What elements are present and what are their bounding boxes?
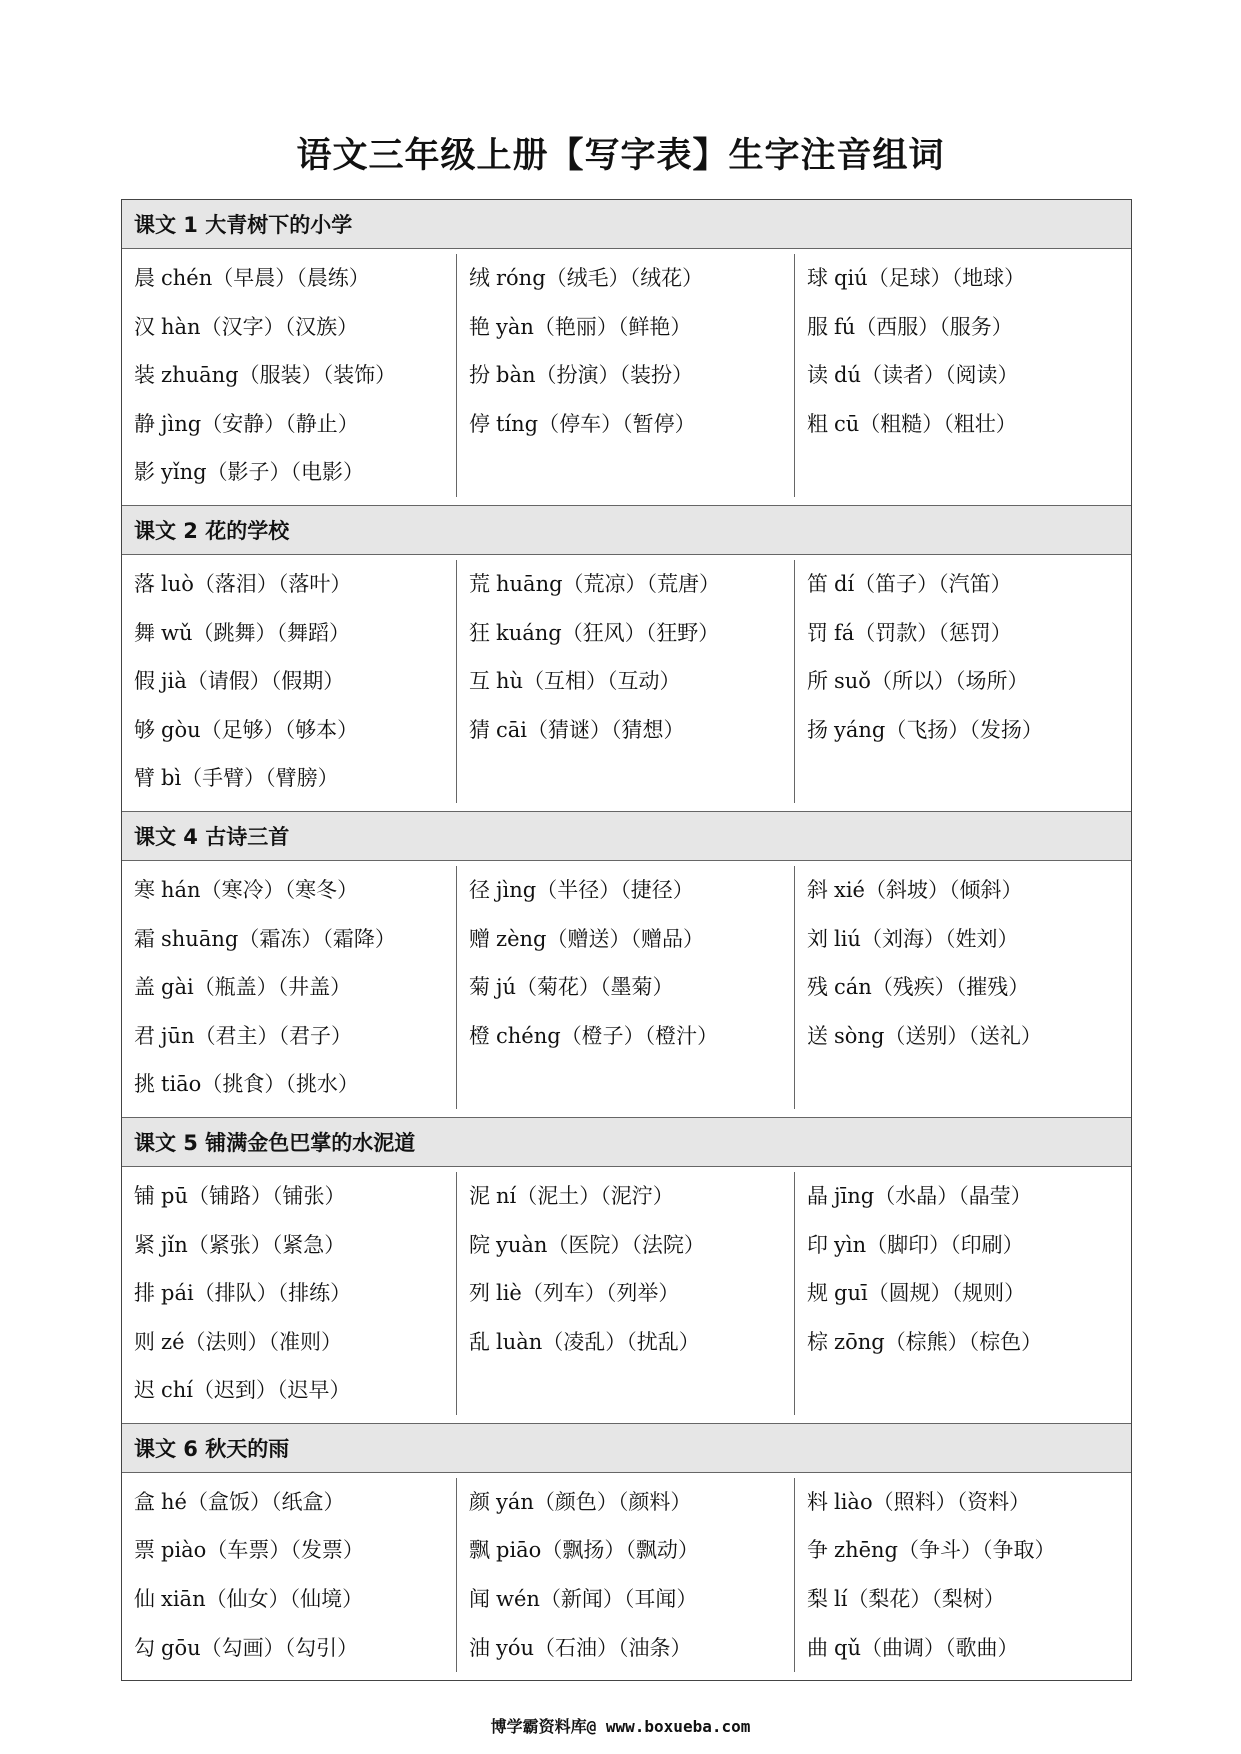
vocab-column (457, 866, 795, 1109)
vocab-character: 铺 (134, 1183, 155, 1208)
vocab-pinyin: jú (496, 975, 517, 1000)
vocab-words: （梨花）（梨树） (847, 1587, 1005, 1612)
vocab-character: 猜 (469, 717, 490, 742)
vocab-entry (807, 1575, 1131, 1624)
vocab-character: 晨 (134, 266, 155, 290)
vocab-character: 径 (469, 877, 490, 902)
vocab-character: 挑 (134, 1072, 155, 1097)
vocab-entry (807, 1172, 1131, 1221)
vocab-character: 橙 (469, 1023, 490, 1048)
vocab-pinyin: fá (834, 620, 855, 645)
vocab-pinyin: luò (161, 571, 194, 596)
vocab-character: 粗 (807, 411, 828, 436)
vocab-entry (134, 303, 456, 352)
vocab-pinyin: róng (496, 266, 546, 290)
vocab-words: （紧张）（紧急） (187, 1232, 346, 1257)
vocab-words: （粗糙）（粗壮） (859, 411, 1017, 436)
vocab-words: （勾画）（勾引） (200, 1635, 359, 1660)
vocab-entry (134, 1478, 456, 1527)
vocab-entry (134, 963, 456, 1012)
vocab-entry (134, 866, 456, 915)
vocab-words: （新闻）（耳闻） (539, 1587, 698, 1612)
vocab-words: （停车）（暂停） (538, 411, 696, 436)
vocab-entry (469, 1478, 794, 1527)
vocab-pinyin: jūn (161, 1023, 195, 1048)
vocab-pinyin: piāo (496, 1538, 542, 1563)
vocab-entry (807, 254, 1131, 303)
vocab-character: 泥 (469, 1183, 490, 1208)
vocab-character: 院 (469, 1232, 490, 1257)
vocab-words: （艳丽）（鲜艳） (533, 314, 692, 339)
vocab-pinyin: yìn (834, 1232, 867, 1257)
vocab-entry (807, 1624, 1131, 1673)
vocab-entry (807, 560, 1131, 609)
vocab-character: 飘 (469, 1538, 490, 1563)
vocab-character: 霜 (134, 926, 155, 951)
vocab-pinyin: yuàn (496, 1232, 548, 1257)
vocab-entry (134, 657, 456, 706)
lesson-section (122, 812, 1131, 1118)
vocab-entry (469, 303, 794, 352)
vocab-words: （医院）（法院） (547, 1232, 705, 1257)
vocab-character: 盖 (134, 975, 155, 1000)
vocab-entry (807, 609, 1131, 658)
lesson-section (122, 200, 1131, 506)
vocab-entry (469, 1221, 794, 1270)
vocab-character: 艳 (469, 314, 490, 339)
vocab-pinyin: cāi (496, 717, 527, 742)
vocab-words: （圆规）（规则） (867, 1281, 1026, 1306)
vocab-pinyin: dí (834, 571, 855, 596)
vocab-entry (807, 1526, 1131, 1575)
vocab-pinyin: chén (161, 266, 213, 290)
vocab-character: 荒 (469, 571, 490, 596)
vocab-pinyin: zhuāng (161, 363, 239, 388)
vocab-words: （争斗）（争取） (897, 1538, 1056, 1563)
vocab-character: 紧 (134, 1232, 155, 1257)
vocab-character: 排 (134, 1281, 155, 1306)
vocab-column (795, 254, 1131, 497)
vocab-words: （扮演）（装扮） (535, 363, 693, 388)
vocab-entry (469, 1269, 794, 1318)
vocab-words: （列车）（列举） (521, 1281, 680, 1306)
vocab-character: 笛 (807, 571, 828, 596)
vocab-words: （照料）（资料） (872, 1489, 1031, 1514)
vocab-words: （迟到）（迟早） (193, 1378, 351, 1403)
vocab-column (122, 254, 457, 497)
vocab-pinyin: suǒ (834, 669, 871, 694)
vocab-words: （影子）（电影） (206, 460, 365, 485)
vocab-entry (807, 1269, 1131, 1318)
vocab-words: （读者）（阅读） (860, 363, 1019, 388)
vocab-entry (134, 351, 456, 400)
vocab-entry (807, 351, 1131, 400)
vocab-character: 所 (807, 669, 828, 694)
vocab-character: 扬 (807, 717, 828, 742)
vocab-entry (469, 866, 794, 915)
vocab-words: （石油）（油条） (534, 1635, 692, 1660)
lesson-body (122, 1473, 1131, 1680)
vocab-pinyin: guī (834, 1281, 868, 1306)
lesson-header: 课文 2 花的学校 (122, 506, 1131, 555)
vocab-pinyin: hàn (161, 314, 201, 339)
footer-watermark: 博学霸资料库@ www.boxueba.com (490, 1717, 751, 1736)
vocab-pinyin: jǐn (161, 1232, 188, 1257)
vocab-words: （早晨）（晨练） (212, 266, 370, 290)
vocab-entry (807, 866, 1131, 915)
vocab-pinyin: shuāng (161, 926, 239, 951)
vocab-entry (134, 1012, 456, 1061)
vocab-entry (807, 657, 1131, 706)
vocab-pinyin: huāng (496, 571, 563, 596)
vocab-words: （瓶盖）（井盖） (193, 975, 352, 1000)
vocab-character: 汉 (134, 314, 155, 339)
vocab-entry (134, 1269, 456, 1318)
vocab-entry (469, 1318, 794, 1367)
vocab-character: 列 (469, 1281, 490, 1306)
vocab-words: （仙女）（仙境） (205, 1587, 364, 1612)
vocab-words: （安静）（静止） (201, 411, 359, 436)
vocab-pinyin: yóu (496, 1635, 535, 1660)
vocab-words: （刘海）（姓刘） (860, 926, 1019, 951)
vocab-character: 罚 (807, 620, 828, 645)
vocab-entry (134, 1624, 456, 1673)
vocab-table (121, 199, 1132, 1681)
vocab-character: 晶 (807, 1183, 828, 1208)
vocab-character: 静 (134, 411, 155, 436)
vocab-character: 争 (807, 1538, 828, 1563)
vocab-entry (807, 303, 1131, 352)
vocab-pinyin: wén (496, 1587, 540, 1612)
vocab-words: （脚印）（印刷） (866, 1232, 1024, 1257)
vocab-character: 闻 (469, 1587, 490, 1612)
vocab-pinyin: luàn (496, 1329, 543, 1354)
vocab-words: （颜色）（颜料） (533, 1489, 692, 1514)
vocab-character: 舞 (134, 620, 155, 645)
vocab-words: （跳舞）（舞蹈） (192, 620, 350, 645)
vocab-entry (469, 1624, 794, 1673)
vocab-character: 盒 (134, 1489, 155, 1514)
vocab-entry (469, 1526, 794, 1575)
vocab-character: 刘 (807, 926, 828, 951)
vocab-character: 停 (469, 411, 490, 436)
vocab-words: （西服）（服务） (855, 314, 1013, 339)
vocab-entry (134, 448, 456, 497)
vocab-words: （橙子）（橙汁） (560, 1023, 719, 1048)
vocab-entry (807, 1478, 1131, 1527)
vocab-pinyin: zèng (496, 926, 547, 951)
vocab-words: （车票）（发票） (206, 1538, 364, 1563)
vocab-pinyin: bì (161, 766, 182, 791)
vocab-pinyin: hé (161, 1489, 187, 1514)
vocab-pinyin: kuáng (496, 620, 562, 645)
vocab-entry (807, 963, 1131, 1012)
vocab-words: （法则）（准则） (184, 1329, 342, 1354)
vocab-character: 互 (469, 669, 490, 694)
vocab-entry (469, 1012, 794, 1061)
vocab-pinyin: liè (496, 1281, 522, 1306)
vocab-entry (134, 1366, 456, 1415)
vocab-column (122, 560, 457, 803)
vocab-words: （棕熊）（棕色） (884, 1329, 1043, 1354)
vocab-entry (807, 400, 1131, 449)
vocab-character: 残 (807, 975, 828, 1000)
vocab-pinyin: zōng (834, 1329, 885, 1354)
vocab-column (122, 1172, 457, 1415)
vocab-pinyin: chéng (496, 1023, 561, 1048)
vocab-character: 扮 (469, 363, 490, 388)
vocab-entry (134, 1575, 456, 1624)
vocab-pinyin: qǔ (834, 1635, 861, 1660)
vocab-pinyin: tiāo (161, 1072, 202, 1097)
vocab-character: 梨 (807, 1587, 828, 1612)
vocab-character: 乱 (469, 1329, 490, 1354)
vocab-character: 送 (807, 1023, 828, 1048)
vocab-pinyin: cū (834, 411, 860, 436)
vocab-pinyin: jīng (834, 1183, 875, 1208)
vocab-character: 棕 (807, 1329, 828, 1354)
vocab-character: 假 (134, 669, 155, 694)
vocab-character: 斜 (807, 877, 828, 902)
vocab-column (457, 254, 795, 497)
vocab-words: （铺路）（铺张） (187, 1183, 346, 1208)
vocab-character: 则 (134, 1329, 155, 1354)
vocab-words: （飘扬）（飘动） (541, 1538, 699, 1563)
vocab-column (457, 560, 795, 803)
vocab-character: 寒 (134, 877, 155, 902)
vocab-pinyin: xié (834, 877, 865, 902)
vocab-words: （曲调）（歌曲） (860, 1635, 1019, 1660)
vocab-entry (807, 1318, 1131, 1367)
vocab-character: 菊 (469, 975, 490, 1000)
lesson-header: 课文 6 秋天的雨 (122, 1424, 1131, 1473)
vocab-pinyin: yàn (496, 314, 534, 339)
vocab-pinyin: jià (161, 669, 187, 694)
vocab-entry (134, 1526, 456, 1575)
vocab-words: （所以）（场所） (870, 669, 1029, 694)
vocab-entry (469, 706, 794, 755)
vocab-pinyin: xiān (161, 1587, 206, 1612)
vocab-words: （罚款）（惩罚） (854, 620, 1012, 645)
vocab-words: （请假）（假期） (186, 669, 345, 694)
vocab-column (122, 1478, 457, 1672)
vocab-pinyin: yán (496, 1489, 534, 1514)
vocab-pinyin: cán (834, 975, 872, 1000)
vocab-entry (469, 657, 794, 706)
vocab-pinyin: sòng (834, 1023, 885, 1048)
vocab-character: 落 (134, 571, 155, 596)
lesson-body (122, 555, 1131, 812)
vocab-words: （挑食）（挑水） (201, 1072, 359, 1097)
lesson-body (122, 249, 1131, 506)
vocab-words: （凌乱）（扰乱） (542, 1329, 700, 1354)
vocab-entry (469, 609, 794, 658)
vocab-character: 勾 (134, 1635, 155, 1660)
vocab-words: （寒冷）（寒冬） (200, 877, 359, 902)
vocab-column (457, 1172, 795, 1415)
vocab-pinyin: liú (834, 926, 861, 951)
vocab-pinyin: gōu (161, 1635, 201, 1660)
vocab-entry (807, 706, 1131, 755)
vocab-entry (807, 1221, 1131, 1270)
vocab-words: （排队）（排练） (193, 1281, 352, 1306)
vocab-pinyin: liào (834, 1489, 873, 1514)
vocab-words: （足球）（地球） (867, 266, 1026, 290)
vocab-character: 狂 (469, 620, 490, 645)
vocab-words: （半径）（捷径） (536, 877, 694, 902)
vocab-words: （斜坡）（倾斜） (865, 877, 1023, 902)
vocab-pinyin: wǔ (161, 620, 193, 645)
vocab-pinyin: yǐng (161, 460, 207, 485)
vocab-pinyin: zhēng (834, 1538, 898, 1563)
vocab-words: （足够）（够本） (200, 717, 359, 742)
vocab-pinyin: pái (161, 1281, 194, 1306)
vocab-entry (469, 254, 794, 303)
vocab-entry (807, 915, 1131, 964)
vocab-entry (807, 1012, 1131, 1061)
vocab-entry (469, 963, 794, 1012)
vocab-character: 料 (807, 1489, 828, 1514)
vocab-character: 印 (807, 1232, 828, 1257)
lesson-section (122, 506, 1131, 812)
vocab-character: 服 (807, 314, 828, 339)
vocab-character: 读 (807, 363, 828, 388)
vocab-pinyin: qiú (834, 266, 868, 290)
vocab-pinyin: chí (161, 1378, 194, 1403)
vocab-entry (134, 754, 456, 803)
vocab-character: 规 (807, 1281, 828, 1306)
vocab-character: 装 (134, 363, 155, 388)
vocab-character: 油 (469, 1635, 490, 1660)
vocab-entry (469, 915, 794, 964)
vocab-entry (134, 609, 456, 658)
vocab-character: 够 (134, 717, 155, 742)
vocab-words: （汉字）（汉族） (200, 314, 359, 339)
vocab-character: 迟 (134, 1378, 155, 1403)
vocab-pinyin: jìng (496, 877, 537, 902)
vocab-words: （互相）（互动） (523, 669, 681, 694)
vocab-entry (134, 915, 456, 964)
vocab-words: （狂风）（狂野） (561, 620, 720, 645)
lesson-section (122, 1118, 1131, 1424)
vocab-pinyin: dú (834, 363, 861, 388)
vocab-character: 赠 (469, 926, 490, 951)
vocab-words: （残疾）（摧残） (871, 975, 1030, 1000)
lesson-header: 课文 5 铺满金色巴掌的水泥道 (122, 1118, 1131, 1167)
vocab-character: 球 (807, 266, 828, 290)
vocab-pinyin: gòu (161, 717, 201, 742)
vocab-character: 臂 (134, 766, 155, 791)
vocab-pinyin: bàn (496, 363, 536, 388)
vocab-column (795, 866, 1131, 1109)
vocab-words: （落泪）（落叶） (193, 571, 352, 596)
vocab-words: （猜谜）（猜想） (527, 717, 685, 742)
vocab-entry (469, 1575, 794, 1624)
vocab-words: （荒凉）（荒唐） (562, 571, 721, 596)
vocab-pinyin: jìng (161, 411, 202, 436)
vocab-entry (469, 560, 794, 609)
vocab-character: 绒 (469, 266, 490, 290)
vocab-words: （君主）（君子） (194, 1023, 353, 1048)
vocab-words: （霜冻）（霜降） (238, 926, 396, 951)
vocab-column (122, 866, 457, 1109)
vocab-character: 君 (134, 1023, 155, 1048)
vocab-words: （赠送）（赠品） (546, 926, 704, 951)
lesson-body (122, 861, 1131, 1118)
vocab-character: 仙 (134, 1587, 155, 1612)
lesson-body (122, 1167, 1131, 1424)
vocab-words: （水晶）（晶莹） (874, 1183, 1032, 1208)
vocab-column (795, 1172, 1131, 1415)
vocab-entry (469, 400, 794, 449)
vocab-words: （服装）（装饰） (238, 363, 397, 388)
vocab-entry (134, 706, 456, 755)
vocab-words: （泥土）（泥泞） (516, 1183, 674, 1208)
vocab-pinyin: hù (496, 669, 524, 694)
vocab-entry (134, 560, 456, 609)
vocab-pinyin: ní (496, 1183, 517, 1208)
vocab-pinyin: hán (161, 877, 201, 902)
vocab-column (457, 1478, 795, 1672)
lesson-section (122, 1424, 1131, 1680)
vocab-character: 曲 (807, 1635, 828, 1660)
vocab-character: 影 (134, 460, 155, 485)
vocab-column (795, 560, 1131, 803)
vocab-entry (134, 1060, 456, 1109)
vocab-words: （菊花）（墨菊） (516, 975, 674, 1000)
vocab-entry (134, 400, 456, 449)
vocab-pinyin: fú (834, 314, 856, 339)
page-title: 语文三年级上册【写字表】生字注音组词 (296, 136, 945, 176)
vocab-entry (134, 1221, 456, 1270)
vocab-pinyin: gài (161, 975, 194, 1000)
vocab-words: （手臂）（臂膀） (181, 766, 339, 791)
vocab-pinyin: piào (161, 1538, 207, 1563)
vocab-pinyin: pū (161, 1183, 188, 1208)
vocab-entry (134, 1172, 456, 1221)
vocab-character: 票 (134, 1538, 155, 1563)
lesson-header: 课文 1 大青树下的小学 (122, 200, 1131, 249)
vocab-words: （飞扬）（发扬） (885, 717, 1043, 742)
vocab-pinyin: lí (834, 1587, 848, 1612)
vocab-words: （绒毛）（绒花） (545, 266, 704, 290)
vocab-entry (469, 1172, 794, 1221)
vocab-pinyin: zé (161, 1329, 185, 1354)
vocab-entry (134, 254, 456, 303)
vocab-entry (134, 1318, 456, 1367)
vocab-pinyin: yáng (834, 717, 886, 742)
vocab-words: （盒饭）（纸盒） (186, 1489, 345, 1514)
vocab-entry (469, 351, 794, 400)
vocab-words: （送别）（送礼） (884, 1023, 1042, 1048)
vocab-column (795, 1478, 1131, 1672)
vocab-words: （笛子）（汽笛） (854, 571, 1012, 596)
vocab-pinyin: tíng (496, 411, 539, 436)
lesson-header: 课文 4 古诗三首 (122, 812, 1131, 861)
vocab-character: 颜 (469, 1489, 490, 1514)
